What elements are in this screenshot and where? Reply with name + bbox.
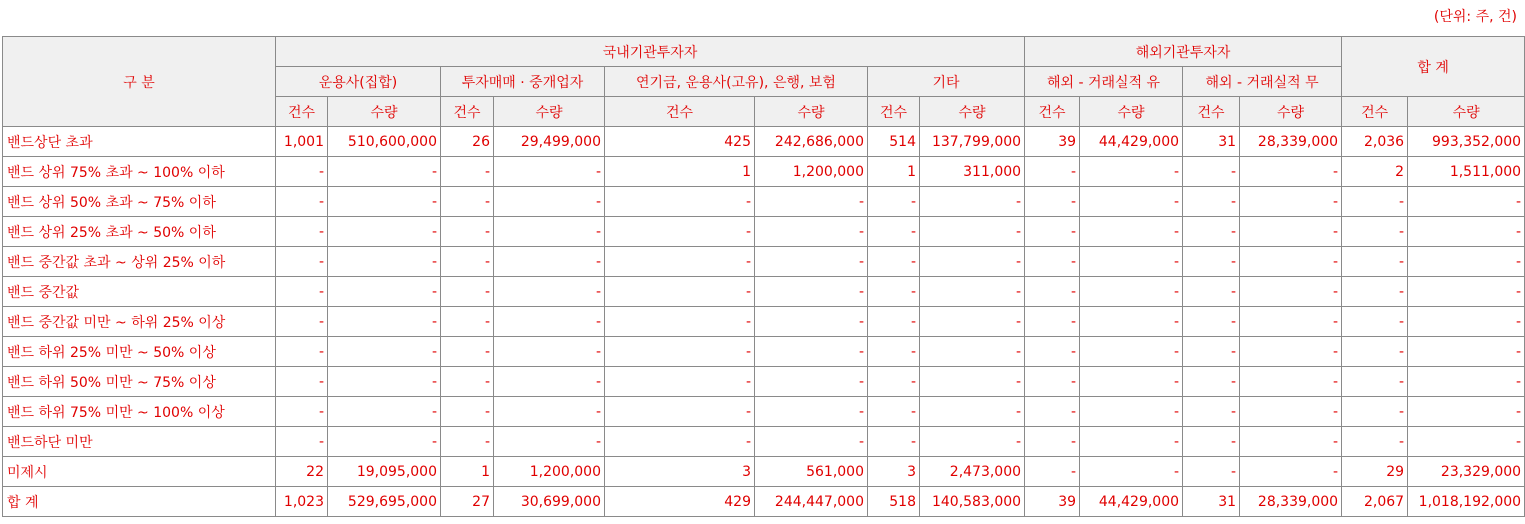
quantity-cell: - [1240, 397, 1342, 427]
table-row [3, 157, 1525, 187]
count-cell: - [441, 187, 494, 217]
count-cell: - [605, 277, 755, 307]
quantity-cell: - [328, 157, 441, 187]
quantity-header: 수량 [494, 97, 605, 127]
count-cell: - [441, 427, 494, 457]
quantity-cell: - [328, 247, 441, 277]
row-label: 밴드 중간값 [3, 277, 276, 307]
count-cell: - [441, 337, 494, 367]
count-cell: 3 [868, 457, 920, 487]
count-header: 건수 [605, 97, 755, 127]
quantity-cell: 28,339,000 [1240, 487, 1342, 517]
quantity-cell: - [1080, 457, 1183, 487]
quantity-cell: - [328, 337, 441, 367]
count-cell: 31 [1183, 487, 1240, 517]
count-cell: - [868, 277, 920, 307]
row-label: 밴드 상위 50% 초과 ~ 75% 이하 [3, 187, 276, 217]
count-cell: - [1025, 367, 1080, 397]
table-row [3, 187, 1525, 217]
count-header: 건수 [868, 97, 920, 127]
demand-forecast-table [2, 36, 1525, 517]
count-cell: - [1183, 157, 1240, 187]
count-cell: - [1183, 457, 1240, 487]
quantity-cell: - [1240, 307, 1342, 337]
count-cell: 1 [868, 157, 920, 187]
quantity-cell: - [494, 367, 605, 397]
row-label: 밴드 하위 50% 미만 ~ 75% 이상 [3, 367, 276, 397]
quantity-cell: - [1240, 217, 1342, 247]
count-cell: - [276, 187, 328, 217]
quantity-cell: 23,329,000 [1408, 457, 1525, 487]
quantity-cell: - [920, 247, 1025, 277]
count-cell: - [1183, 217, 1240, 247]
count-cell: - [441, 367, 494, 397]
count-cell: 1,001 [276, 127, 328, 157]
count-cell: - [276, 247, 328, 277]
quantity-cell: 561,000 [755, 457, 868, 487]
quantity-cell: 44,429,000 [1080, 127, 1183, 157]
count-cell: - [276, 277, 328, 307]
count-cell: - [868, 247, 920, 277]
count-cell: - [441, 247, 494, 277]
count-cell: 429 [605, 487, 755, 517]
count-cell: 518 [868, 487, 920, 517]
quantity-cell: - [494, 427, 605, 457]
group-header-foreign-with-record: 해외 - 거래실적 유 [1025, 67, 1183, 97]
row-label: 밴드하단 미만 [3, 427, 276, 457]
table-body [3, 127, 1525, 517]
quantity-cell: - [1080, 217, 1183, 247]
count-cell: - [1025, 157, 1080, 187]
quantity-cell: - [755, 187, 868, 217]
quantity-cell: - [920, 427, 1025, 457]
count-cell: - [605, 187, 755, 217]
quantity-cell: - [1240, 337, 1342, 367]
count-cell: - [276, 397, 328, 427]
quantity-cell: - [494, 187, 605, 217]
count-cell: - [1025, 427, 1080, 457]
count-cell: 39 [1025, 127, 1080, 157]
table-row [3, 427, 1525, 457]
count-cell: - [1183, 277, 1240, 307]
count-cell: - [1342, 217, 1408, 247]
quantity-cell: - [1240, 367, 1342, 397]
row-label: 밴드 중간값 미만 ~ 하위 25% 이상 [3, 307, 276, 337]
quantity-cell: - [1080, 427, 1183, 457]
quantity-header: 수량 [1240, 97, 1342, 127]
quantity-cell: - [755, 427, 868, 457]
quantity-cell: 244,447,000 [755, 487, 868, 517]
quantity-cell: - [1080, 187, 1183, 217]
foreign-investor-header: 해외기관투자자 [1025, 37, 1342, 67]
table-row [3, 397, 1525, 427]
quantity-cell: - [328, 367, 441, 397]
count-cell: - [276, 367, 328, 397]
quantity-cell: - [1408, 247, 1525, 277]
quantity-cell: - [1080, 277, 1183, 307]
count-cell: 1,023 [276, 487, 328, 517]
count-cell: 2,036 [1342, 127, 1408, 157]
count-cell: - [1025, 217, 1080, 247]
quantity-cell: - [1080, 247, 1183, 277]
count-header: 건수 [1342, 97, 1408, 127]
quantity-cell: - [920, 217, 1025, 247]
quantity-cell: - [494, 397, 605, 427]
count-cell: - [605, 337, 755, 367]
count-cell: - [1183, 397, 1240, 427]
quantity-cell: - [920, 367, 1025, 397]
quantity-cell: - [1080, 307, 1183, 337]
quantity-cell: 44,429,000 [1080, 487, 1183, 517]
quantity-cell: - [1080, 367, 1183, 397]
count-cell: 2,067 [1342, 487, 1408, 517]
quantity-cell: - [920, 187, 1025, 217]
quantity-cell: - [1408, 277, 1525, 307]
quantity-cell: 2,473,000 [920, 457, 1025, 487]
quantity-cell: - [755, 247, 868, 277]
quantity-cell: - [755, 337, 868, 367]
group-header-other: 기타 [868, 67, 1025, 97]
quantity-cell: - [1408, 307, 1525, 337]
count-cell: 27 [441, 487, 494, 517]
count-cell: 31 [1183, 127, 1240, 157]
group-header-asset-manager: 운용사(집합) [276, 67, 441, 97]
quantity-cell: - [1408, 427, 1525, 457]
count-cell: - [605, 307, 755, 337]
quantity-cell: - [920, 337, 1025, 367]
row-label: 밴드 하위 25% 미만 ~ 50% 이상 [3, 337, 276, 367]
count-cell: - [868, 427, 920, 457]
table-row [3, 127, 1525, 157]
table-row [3, 457, 1525, 487]
row-label: 밴드 하위 75% 미만 ~ 100% 이상 [3, 397, 276, 427]
count-cell: - [868, 367, 920, 397]
table-row [3, 367, 1525, 397]
quantity-cell: 1,511,000 [1408, 157, 1525, 187]
count-header: 건수 [1025, 97, 1080, 127]
count-cell: - [1342, 187, 1408, 217]
quantity-cell: - [1408, 217, 1525, 247]
quantity-header: 수량 [755, 97, 868, 127]
group-header-pension-bank-insurance: 연기금, 운용사(고유), 은행, 보험 [605, 67, 868, 97]
quantity-cell: - [755, 307, 868, 337]
quantity-cell: 1,200,000 [494, 457, 605, 487]
quantity-cell: 29,499,000 [494, 127, 605, 157]
quantity-cell: - [1240, 277, 1342, 307]
quantity-cell: - [920, 307, 1025, 337]
count-cell: - [1342, 277, 1408, 307]
count-cell: - [1183, 427, 1240, 457]
quantity-cell: - [1080, 157, 1183, 187]
quantity-cell: - [1080, 397, 1183, 427]
count-cell: - [276, 157, 328, 187]
quantity-cell: 19,095,000 [328, 457, 441, 487]
quantity-cell: - [755, 277, 868, 307]
category-header: 구 분 [3, 37, 276, 127]
quantity-cell: 993,352,000 [1408, 127, 1525, 157]
table-row [3, 337, 1525, 367]
domestic-investor-header: 국내기관투자자 [276, 37, 1025, 67]
quantity-cell: - [494, 307, 605, 337]
quantity-cell: 28,339,000 [1240, 127, 1342, 157]
row-label: 밴드 상위 25% 초과 ~ 50% 이하 [3, 217, 276, 247]
count-cell: - [1342, 367, 1408, 397]
count-cell: - [1342, 427, 1408, 457]
count-cell: 22 [276, 457, 328, 487]
row-label: 미제시 [3, 457, 276, 487]
table-row [3, 487, 1525, 517]
count-cell: - [276, 337, 328, 367]
count-header: 건수 [441, 97, 494, 127]
quantity-header: 수량 [328, 97, 441, 127]
count-cell: 1 [605, 157, 755, 187]
count-cell: 2 [1342, 157, 1408, 187]
quantity-cell: - [328, 307, 441, 337]
quantity-cell: - [920, 397, 1025, 427]
table-row [3, 217, 1525, 247]
count-cell: - [1025, 307, 1080, 337]
quantity-cell: 529,695,000 [328, 487, 441, 517]
quantity-cell: - [328, 427, 441, 457]
count-cell: - [1183, 337, 1240, 367]
quantity-cell: - [328, 217, 441, 247]
quantity-cell: - [494, 157, 605, 187]
total-header: 합 계 [1342, 37, 1525, 97]
count-cell: - [441, 277, 494, 307]
quantity-cell: - [1408, 367, 1525, 397]
quantity-cell: - [1408, 397, 1525, 427]
count-cell: - [441, 307, 494, 337]
count-cell: - [1183, 367, 1240, 397]
count-cell: - [441, 217, 494, 247]
quantity-cell: 1,018,192,000 [1408, 487, 1525, 517]
quantity-cell: - [755, 217, 868, 247]
count-cell: - [1342, 307, 1408, 337]
quantity-cell: - [755, 397, 868, 427]
count-cell: - [605, 367, 755, 397]
count-cell: - [868, 337, 920, 367]
count-cell: 1 [441, 457, 494, 487]
quantity-cell: 1,200,000 [755, 157, 868, 187]
count-cell: - [441, 397, 494, 427]
count-cell: - [1025, 277, 1080, 307]
table-row [3, 247, 1525, 277]
count-cell: 29 [1342, 457, 1408, 487]
group-header-foreign-without-record: 해외 - 거래실적 무 [1183, 67, 1342, 97]
quantity-cell: - [1408, 187, 1525, 217]
quantity-cell: 140,583,000 [920, 487, 1025, 517]
count-cell: 39 [1025, 487, 1080, 517]
row-label: 밴드 중간값 초과 ~ 상위 25% 이하 [3, 247, 276, 277]
quantity-cell: - [1240, 247, 1342, 277]
quantity-cell: - [1240, 457, 1342, 487]
count-cell: - [1342, 247, 1408, 277]
quantity-cell: - [1080, 337, 1183, 367]
quantity-cell: - [920, 277, 1025, 307]
count-cell: - [1025, 457, 1080, 487]
quantity-cell: - [494, 247, 605, 277]
count-cell: - [1183, 187, 1240, 217]
quantity-cell: - [755, 367, 868, 397]
quantity-header: 수량 [1408, 97, 1525, 127]
count-cell: - [276, 427, 328, 457]
quantity-cell: - [1240, 427, 1342, 457]
count-cell: - [276, 217, 328, 247]
count-cell: 514 [868, 127, 920, 157]
count-cell: - [1025, 397, 1080, 427]
quantity-cell: 242,686,000 [755, 127, 868, 157]
count-cell: - [1025, 187, 1080, 217]
count-header: 건수 [276, 97, 328, 127]
quantity-cell: - [328, 397, 441, 427]
count-cell: - [1025, 337, 1080, 367]
row-label: 밴드 상위 75% 초과 ~ 100% 이하 [3, 157, 276, 187]
count-cell: 425 [605, 127, 755, 157]
count-cell: - [276, 307, 328, 337]
count-cell: - [605, 247, 755, 277]
count-cell: - [1183, 247, 1240, 277]
row-label: 합 계 [3, 487, 276, 517]
quantity-cell: - [494, 217, 605, 247]
count-cell: - [1342, 337, 1408, 367]
count-cell: - [868, 217, 920, 247]
count-cell: - [868, 307, 920, 337]
count-cell: - [1025, 247, 1080, 277]
quantity-cell: - [328, 277, 441, 307]
count-cell: - [605, 217, 755, 247]
count-cell: - [868, 187, 920, 217]
quantity-cell: 311,000 [920, 157, 1025, 187]
unit-note: (단위: 주, 건) [1433, 9, 1517, 25]
table-row [3, 277, 1525, 307]
table-row [3, 307, 1525, 337]
group-header-broker-dealer: 투자매매 · 중개업자 [441, 67, 605, 97]
quantity-cell: - [1240, 187, 1342, 217]
count-cell: 26 [441, 127, 494, 157]
quantity-cell: - [328, 187, 441, 217]
quantity-header: 수량 [920, 97, 1025, 127]
count-cell: - [605, 397, 755, 427]
quantity-cell: - [1240, 157, 1342, 187]
quantity-header: 수량 [1080, 97, 1183, 127]
count-cell: - [605, 427, 755, 457]
quantity-cell: 137,799,000 [920, 127, 1025, 157]
count-cell: - [1183, 307, 1240, 337]
count-cell: - [1342, 397, 1408, 427]
row-label: 밴드상단 초과 [3, 127, 276, 157]
quantity-cell: 30,699,000 [494, 487, 605, 517]
count-header: 건수 [1183, 97, 1240, 127]
count-cell: - [868, 397, 920, 427]
quantity-cell: - [494, 337, 605, 367]
count-cell: - [441, 157, 494, 187]
quantity-cell: 510,600,000 [328, 127, 441, 157]
quantity-cell: - [1408, 337, 1525, 367]
count-cell: 3 [605, 457, 755, 487]
quantity-cell: - [494, 277, 605, 307]
